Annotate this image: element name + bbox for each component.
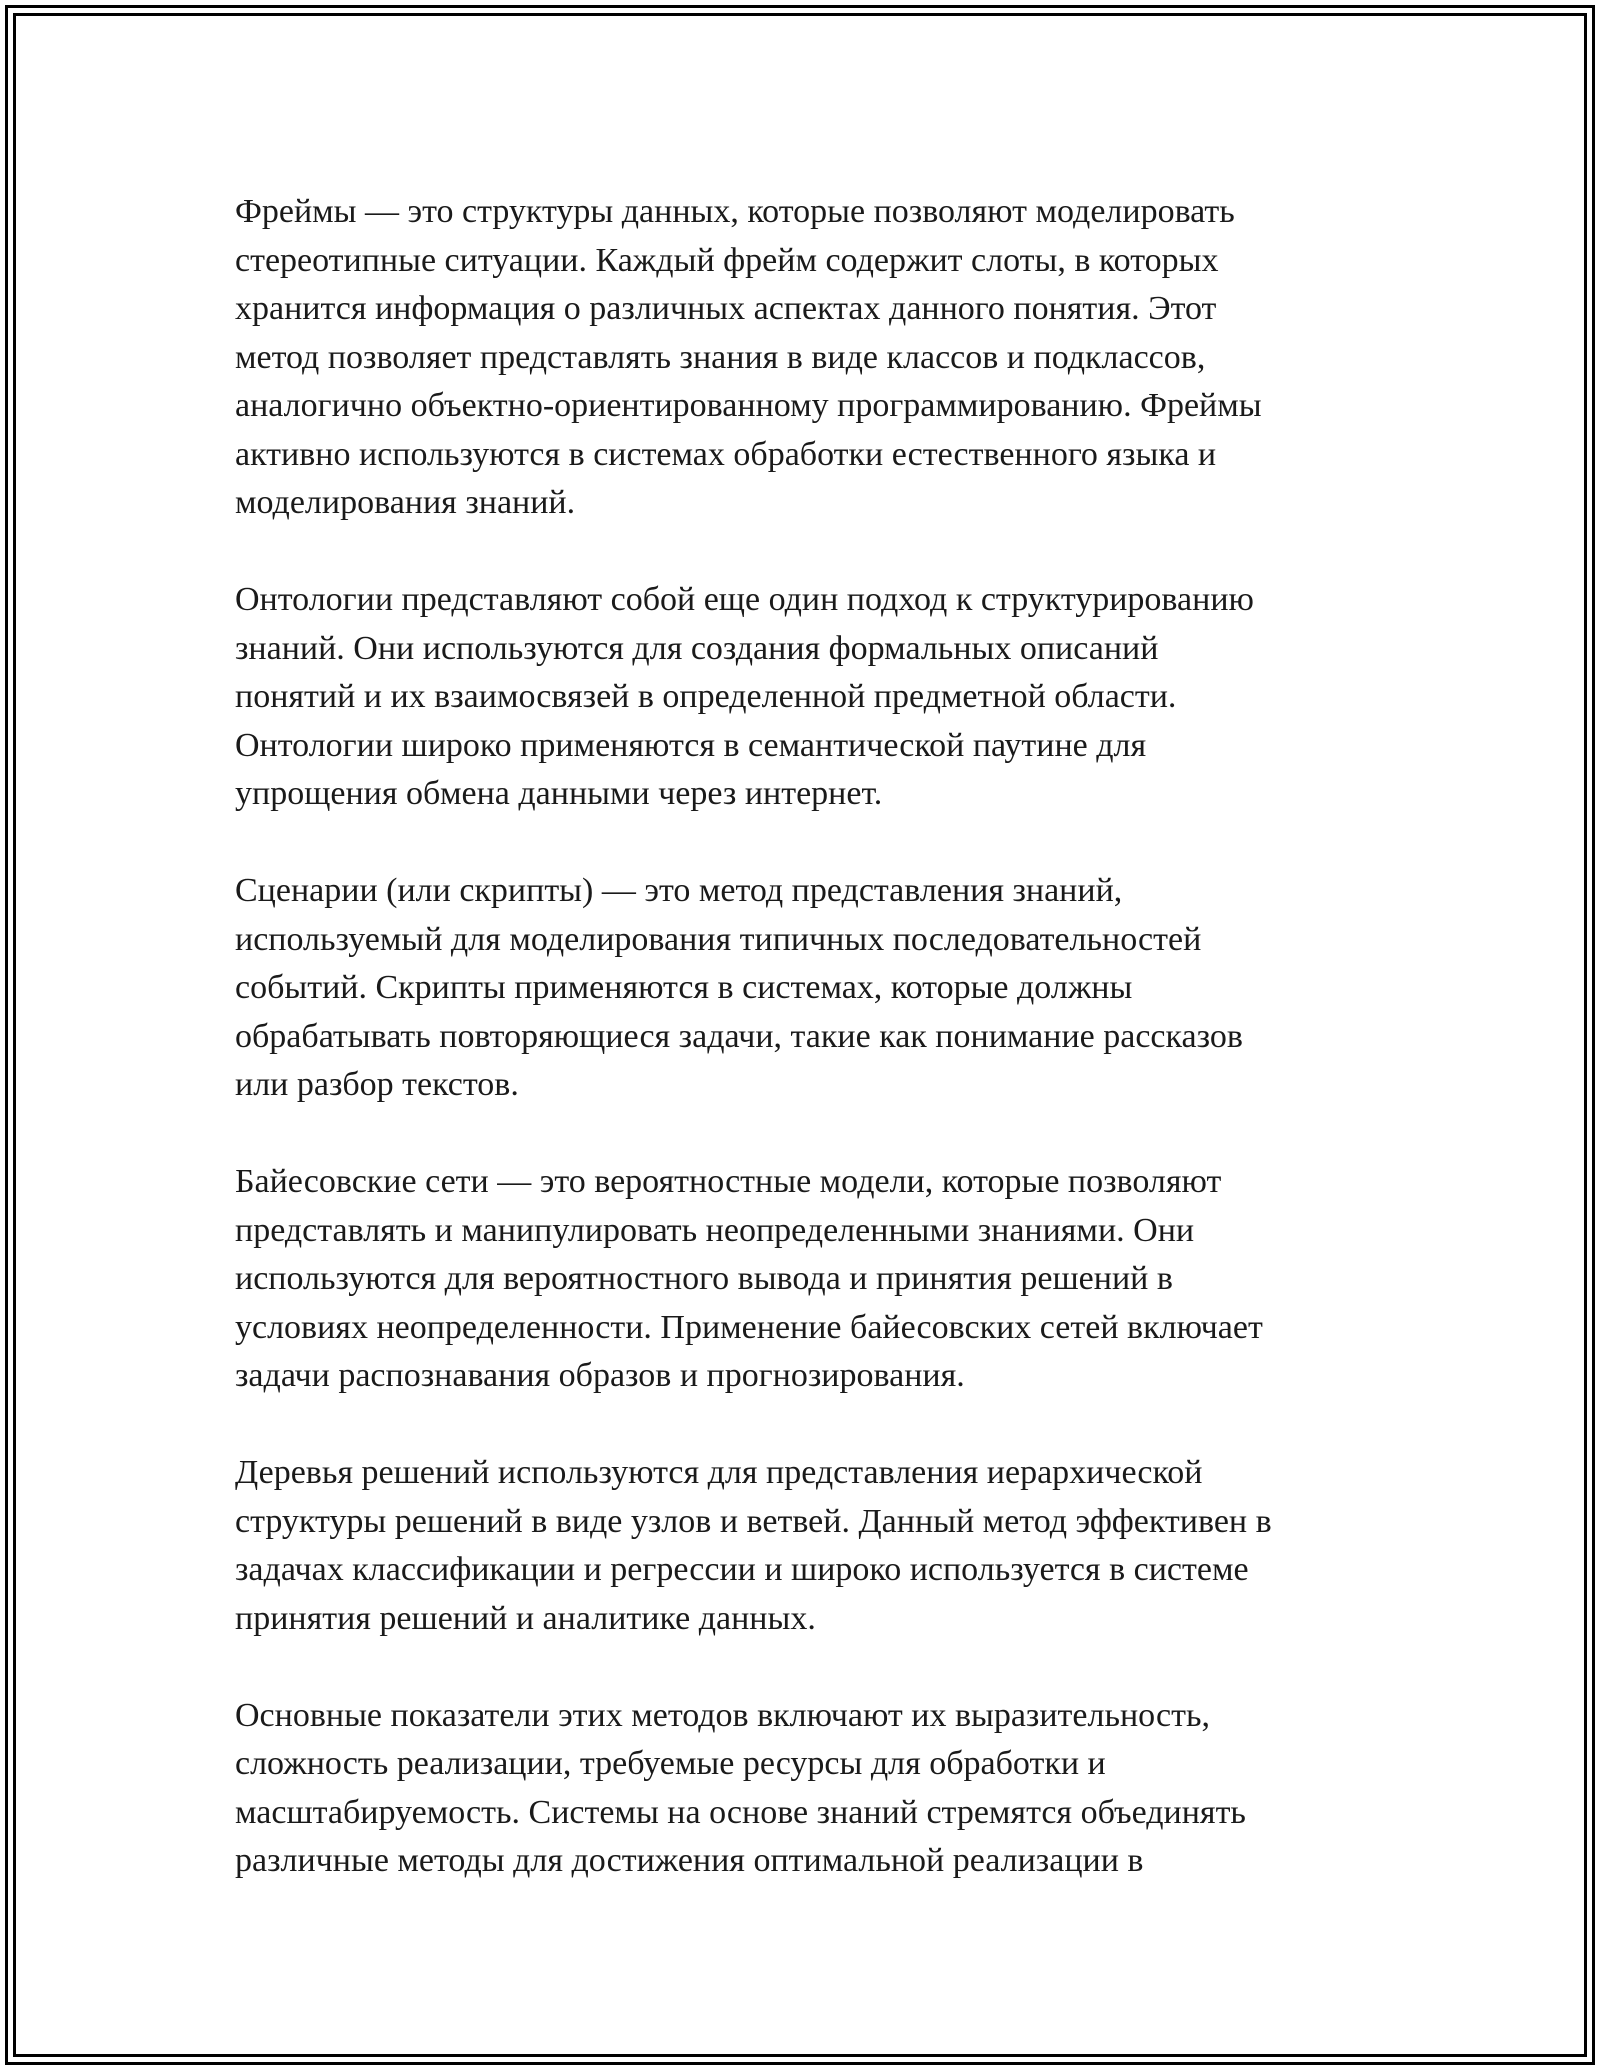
- document-body: [235, 188, 1365, 1934]
- text-line: понятий и их взаимосвязей в определенной предметной области.: [235, 678, 1177, 715]
- paragraph-frames: [235, 188, 1365, 528]
- text-line: различные методы для достижения оптимальной реализации в: [235, 1842, 1144, 1879]
- text-line: или разбор текстов.: [235, 1066, 519, 1103]
- text-line: событий. Скрипты применяются в системах, которые должны: [235, 969, 1133, 1006]
- text-line: задачи распознавания образов и прогнозирования.: [235, 1357, 965, 1394]
- text-line: масштабируемость. Системы на основе знаний стремятся объединять: [235, 1793, 1246, 1831]
- text-line: Сценарии (или скрипты) — это метод представления знаний,: [235, 872, 1123, 909]
- text-line: сложность реализации, требуемые ресурсы для обработки и: [235, 1745, 1106, 1782]
- text-line: стереотипные ситуации. Каждый фрейм содержит слоты, в которых: [235, 241, 1219, 279]
- text-line: упрощения обмена данными через интернет.: [235, 775, 883, 812]
- paragraph-bayesian-networks: [235, 1158, 1365, 1401]
- text-line: знаний. Они используются для создания формальных описаний: [235, 629, 1159, 667]
- text-line: используются для вероятностного вывода и принятия решений в: [235, 1260, 1173, 1297]
- text-line: метод позволяет представлять знания в виде классов и подклассов,: [235, 338, 1206, 376]
- text-line: Деревья решений используются для представления иерархической: [235, 1454, 1203, 1491]
- text-line: моделирования знаний.: [235, 484, 576, 521]
- text-line: принятия решений и аналитике данных.: [235, 1599, 816, 1637]
- text-line: аналогично объектно-ориентированному программированию. Фреймы: [235, 387, 1262, 424]
- paragraph-scripts: [235, 867, 1365, 1110]
- paragraph-decision-trees: [235, 1449, 1365, 1643]
- text-line: Онтологии широко применяются в семантической паутине для: [235, 726, 1147, 764]
- text-line: Основные показатели этих методов включают их выразительность,: [235, 1696, 1210, 1734]
- text-line: Фреймы — это структуры данных, которые позволяют моделировать: [235, 193, 1235, 230]
- text-line: обрабатывать повторяющиеся задачи, такие как понимание рассказов: [235, 1017, 1243, 1055]
- text-line: структуры решений в виде узлов и ветвей. Данный метод эффективен в: [235, 1502, 1272, 1540]
- text-line: активно используются в системах обработки естественного языка и: [235, 435, 1217, 473]
- text-line: Байесовские сети — это вероятностные модели, которые позволяют: [235, 1163, 1222, 1200]
- text-line: используемый для моделирования типичных последовательностей: [235, 920, 1202, 958]
- text-line: представлять и манипулировать неопределенными знаниями. Они: [235, 1211, 1195, 1249]
- paragraph-ontologies: [235, 576, 1365, 819]
- text-line: Онтологии представляют собой еще один подход к структурированию: [235, 581, 1254, 618]
- paragraph-key-indicators: [235, 1692, 1365, 1886]
- text-line: условиях неопределенности. Применение байесовских сетей включает: [235, 1308, 1263, 1346]
- text-line: хранится информация о различных аспектах данного понятия. Этот: [235, 290, 1217, 327]
- text-line: задачах классификации и регрессии и широко используется в системе: [235, 1551, 1249, 1588]
